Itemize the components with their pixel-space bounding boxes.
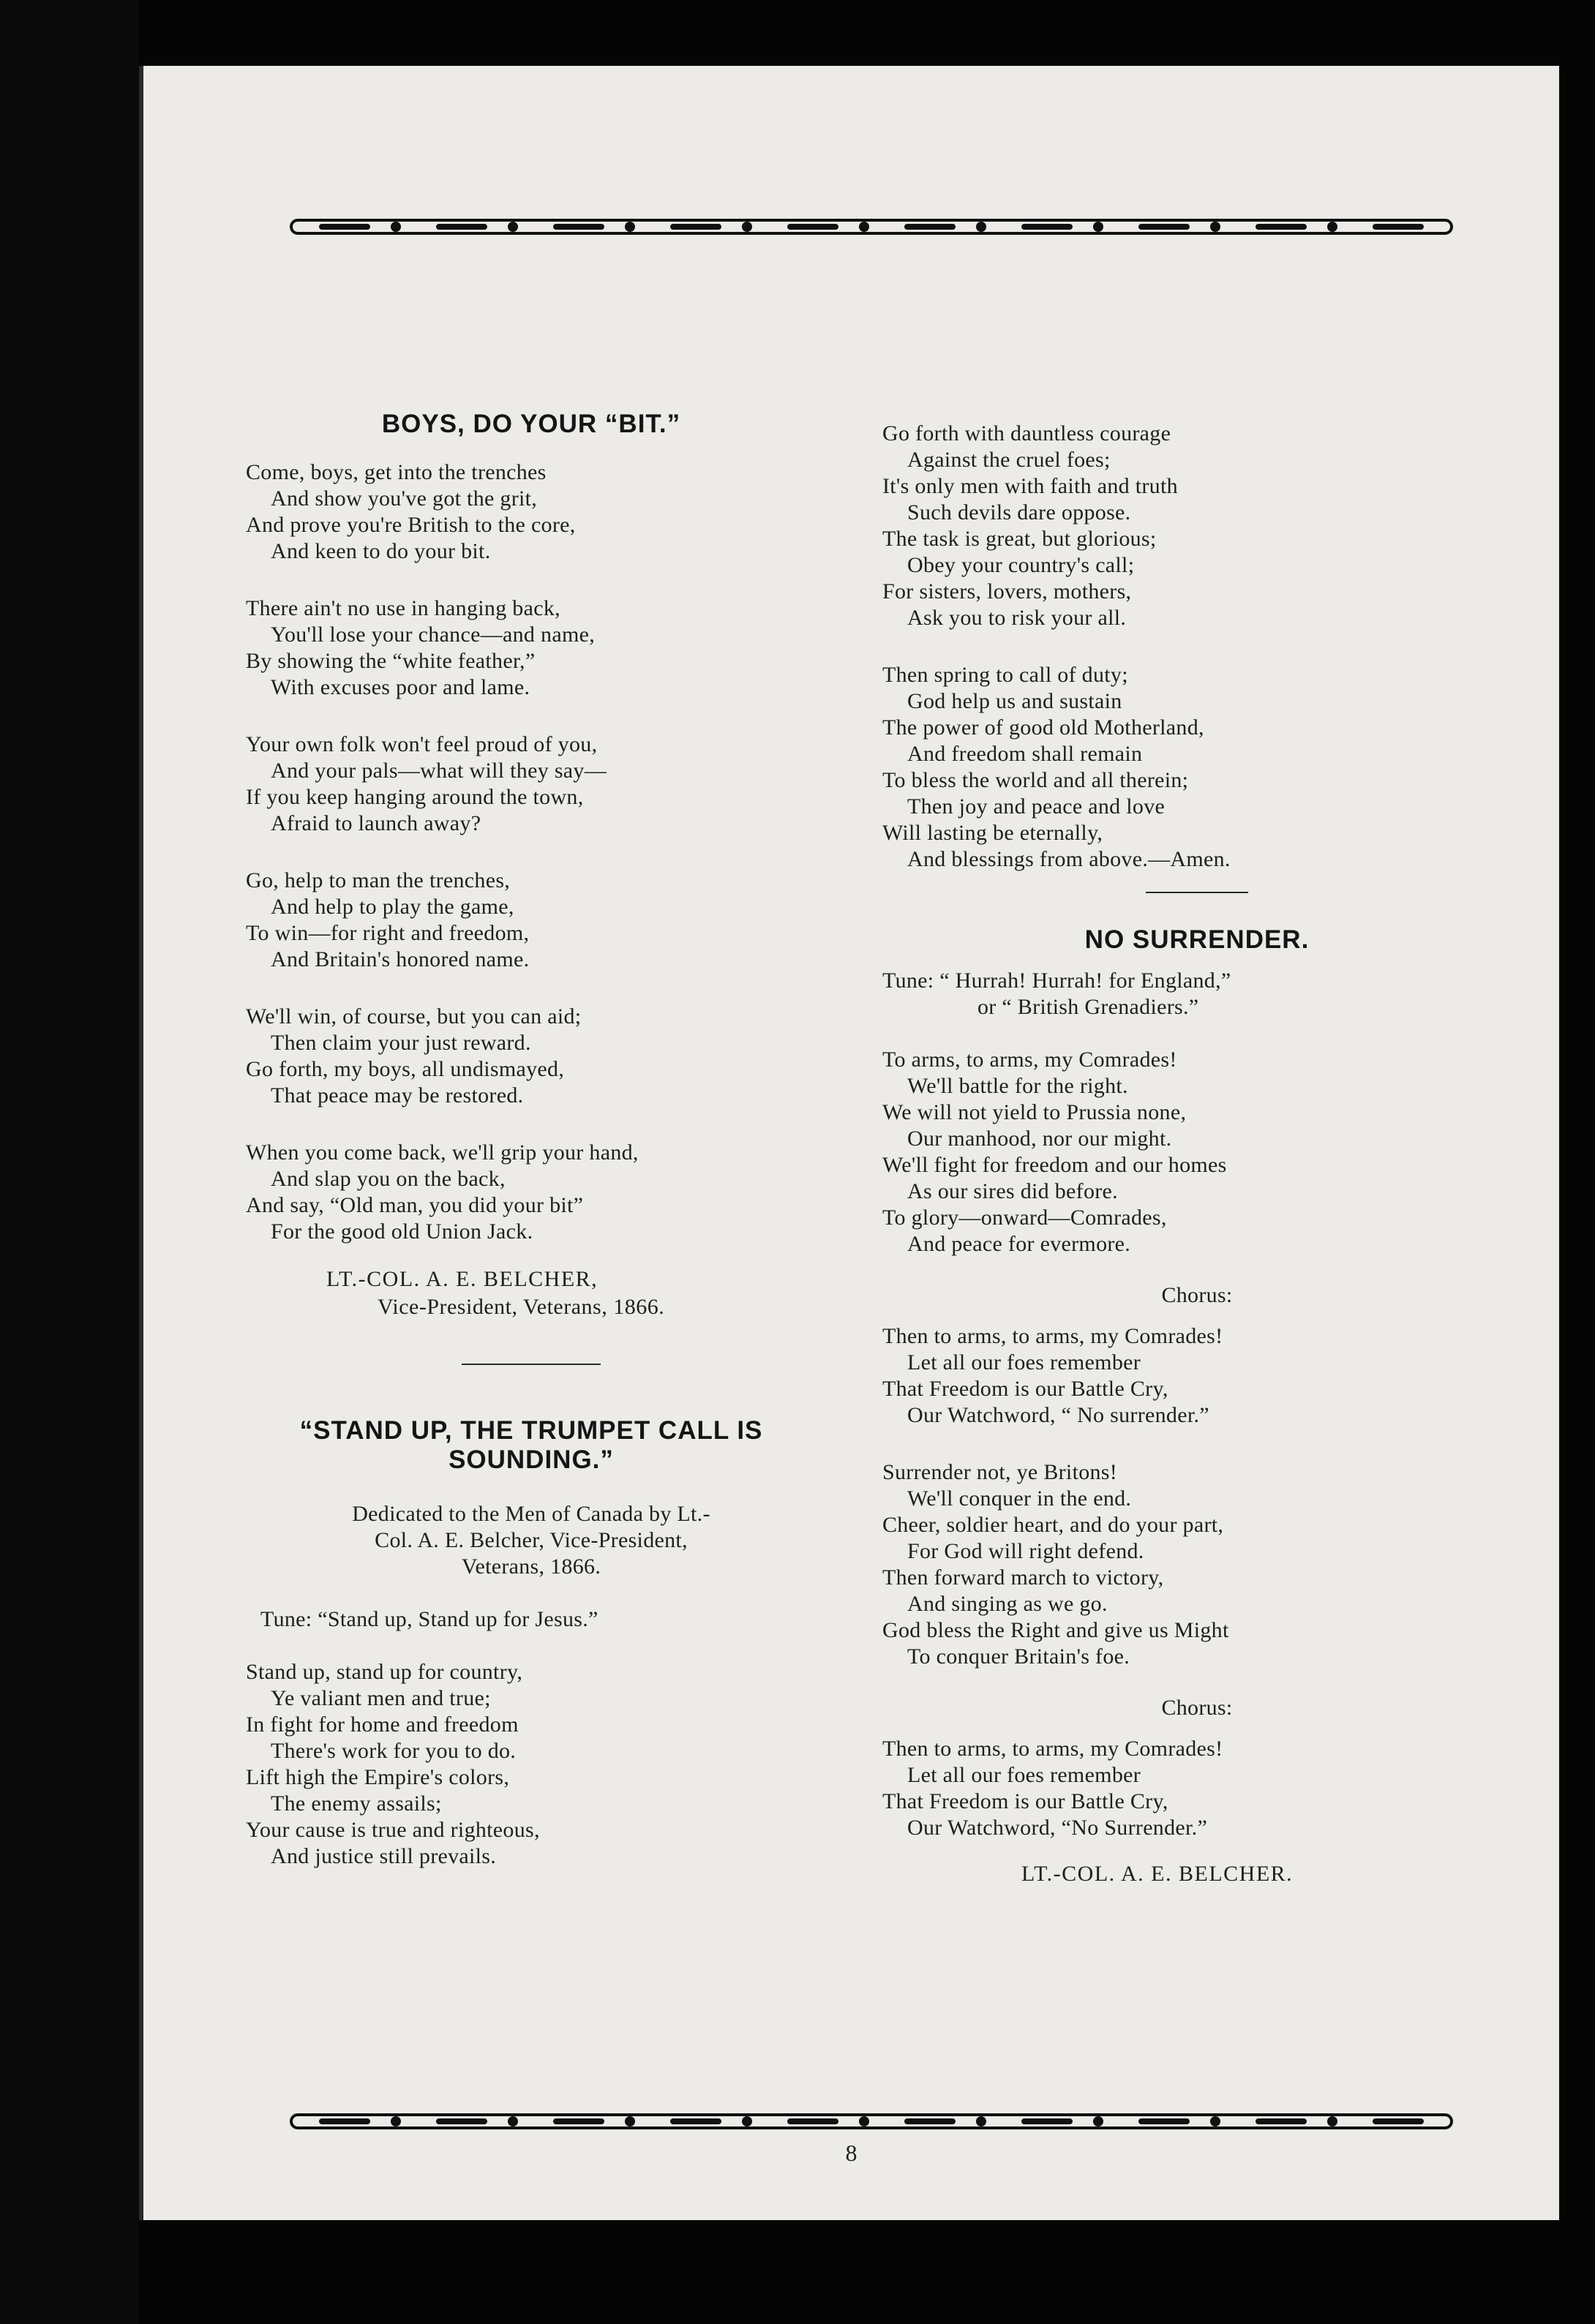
poem1-stanza-2 [246, 595, 817, 701]
poem3-tune-line1: Tune: “ Hurrah! Hurrah! for England,” [882, 969, 1231, 993]
verse-line: We'll win, of course, but you can aid; [246, 1004, 582, 1028]
poem1-stanza-3 [246, 732, 817, 837]
verse-line: Go forth, my boys, all undismayed, [246, 1057, 565, 1081]
verse-line: Cheer, soldier heart, and do your part, [882, 1513, 1224, 1537]
verse-line: Will lasting be eternally, [882, 821, 1103, 845]
verse-line: And show you've got the grit, [271, 486, 538, 511]
poem2-stanza-2 [882, 421, 1512, 631]
verse-line: The task is great, but glorious; [882, 527, 1157, 551]
verse-line: Your cause is true and righteous, [246, 1818, 540, 1842]
verse-line: God help us and sustain [907, 689, 1122, 713]
verse-line: There ain't no use in hanging back, [246, 596, 560, 620]
verse-line: Ask you to risk your all. [907, 606, 1127, 630]
chain-ornament-graphic [290, 216, 1453, 238]
verse-line: To win—for right and freedom, [246, 921, 530, 945]
verse-line: When you come back, we'll grip your hand, [246, 1140, 639, 1165]
verse-line: To glory—onward—Comrades, [882, 1206, 1167, 1230]
verse-line: We will not yield to Prussia none, [882, 1100, 1187, 1124]
verse-line: Obey your country's call; [907, 553, 1135, 577]
verse-line: Let all our foes remember [907, 1763, 1141, 1787]
verse-line: Stand up, stand up for country, [246, 1660, 523, 1684]
verse-line: And prove you're British to the core, [246, 513, 576, 537]
verse-line: Ye valiant men and true; [271, 1686, 491, 1710]
verse-line: As our sires did before. [907, 1179, 1118, 1203]
verse-line: Then to arms, to arms, my Comrades! [882, 1324, 1223, 1348]
verse-line: There's work for you to do. [271, 1739, 517, 1763]
verse-line: Go forth with dauntless courage [882, 421, 1171, 445]
verse-line: You'll lose your chance—and name, [271, 623, 595, 647]
poem2-tune: Tune: “Stand up, Stand up for Jesus.” [260, 1607, 598, 1631]
verse-line: And help to play the game, [271, 895, 514, 919]
poem1-author: LT.-COL. A. E. BELCHER, [326, 1267, 598, 1291]
verse-line: That Freedom is our Battle Cry, [882, 1377, 1168, 1401]
verse-line: For God will right defend. [907, 1539, 1144, 1563]
verse-line: Go, help to man the trenches, [246, 868, 511, 892]
poem3-author: LT.-COL. A. E. BELCHER. [1021, 1862, 1294, 1886]
poem2-title-line2: SOUNDING.” [449, 1445, 614, 1474]
verse-line: The enemy assails; [271, 1791, 442, 1816]
verse-line: Afraid to launch away? [271, 811, 481, 835]
poem3-chorus-1 [882, 1323, 1512, 1429]
verse-line: And say, “Old man, you did your bit” [246, 1193, 584, 1217]
verse-line: And singing as we go. [907, 1592, 1108, 1616]
verse-line: Lift high the Empire's colors, [246, 1765, 510, 1789]
poem2-dedication-line1: Dedicated to the Men of Canada by Lt.- [352, 1502, 710, 1526]
right-column [882, 421, 1512, 1888]
poem1-stanza-6 [246, 1140, 817, 1245]
verse-line: Your own folk won't feel proud of you, [246, 732, 598, 756]
poem2-dedication-line2: Col. A. E. Belcher, Vice-President, [375, 1528, 688, 1552]
verse-line: With excuses poor and lame. [271, 675, 530, 699]
verse-line: Our manhood, nor our might. [907, 1127, 1172, 1151]
chorus-label: Chorus: [1161, 1283, 1233, 1307]
verse-line: Our Watchword, “ No surrender.” [907, 1403, 1209, 1427]
verse-line: God bless the Right and give us Might [882, 1618, 1229, 1642]
poem2-stanza-1 [246, 1659, 817, 1870]
poem1-stanza-5 [246, 1004, 817, 1109]
poem1-stanza-1 [246, 459, 817, 565]
poem3-tune-line2: or “ British Grenadiers.” [977, 995, 1199, 1019]
poem2-dedication-line3: Veterans, 1866. [461, 1554, 601, 1579]
verse-line: We'll fight for freedom and our homes [882, 1153, 1227, 1177]
verse-line: And blessings from above.—Amen. [907, 847, 1231, 871]
poem1-title: BOYS, DO YOUR “BIT.” [381, 410, 681, 438]
verse-line: That Freedom is our Battle Cry, [882, 1789, 1168, 1813]
verse-line: Such devils dare oppose. [907, 500, 1131, 524]
left-column [246, 410, 817, 1900]
verse-line: That peace may be restored. [271, 1083, 524, 1108]
verse-line: Then joy and peace and love [907, 794, 1166, 819]
booklet-page [139, 66, 1559, 2220]
verse-line: Then spring to call of duty; [882, 663, 1128, 687]
verse-line: If you keep hanging around the town, [246, 785, 584, 809]
page-number: 8 [845, 2140, 857, 2166]
poem1-author-title: Vice-President, Veterans, 1866. [378, 1295, 665, 1319]
verse-line: And freedom shall remain [907, 742, 1143, 766]
verse-line: And keen to do your bit. [271, 539, 491, 563]
verse-line: For sisters, lovers, mothers, [882, 579, 1132, 603]
poem3-stanza-2 [882, 1459, 1512, 1670]
verse-line: It's only men with faith and truth [882, 474, 1178, 498]
chorus-label: Chorus: [1161, 1696, 1233, 1720]
verse-line: And justice still prevails. [271, 1844, 497, 1868]
bottom-chain-ornament [290, 2110, 1453, 2132]
verse-line: Our Watchword, “No Surrender.” [907, 1816, 1208, 1840]
verse-line: In fight for home and freedom [246, 1712, 519, 1737]
verse-line: To bless the world and all therein; [882, 768, 1189, 792]
chain-ornament-graphic [290, 2110, 1453, 2132]
verse-line: And slap you on the back, [271, 1167, 506, 1191]
verse-line: Then to arms, to arms, my Comrades! [882, 1737, 1223, 1761]
verse-line: Against the cruel foes; [907, 448, 1111, 472]
verse-line: We'll battle for the right. [907, 1074, 1128, 1098]
poem2-title-line1: “STAND UP, THE TRUMPET CALL IS [299, 1416, 763, 1445]
verse-line: Come, boys, get into the trenches [246, 460, 547, 484]
verse-line: And Britain's honored name. [271, 947, 530, 971]
verse-line: To conquer Britain's foe. [907, 1644, 1130, 1669]
verse-line: For the good old Union Jack. [271, 1219, 533, 1244]
section-divider [462, 1364, 601, 1365]
poem1-stanza-4 [246, 868, 817, 973]
poem3-stanza-1 [882, 1047, 1512, 1257]
verse-line: Then claim your just reward. [271, 1031, 531, 1055]
section-divider [1146, 892, 1248, 893]
verse-line: And peace for evermore. [907, 1232, 1131, 1256]
poem2-stanza-3 [882, 662, 1512, 873]
verse-line: Surrender not, ye Britons! [882, 1460, 1118, 1484]
verse-line: By showing the “white feather,” [246, 649, 536, 673]
verse-line: We'll conquer in the end. [907, 1486, 1132, 1511]
verse-line: To arms, to arms, my Comrades! [882, 1048, 1177, 1072]
top-chain-ornament [290, 216, 1453, 238]
verse-line: Let all our foes remember [907, 1350, 1141, 1375]
poem3-chorus-2 [882, 1736, 1512, 1841]
poem3-title: NO SURRENDER. [1084, 925, 1310, 954]
scan-border [0, 0, 139, 2324]
verse-line: Then forward march to victory, [882, 1565, 1164, 1590]
verse-line: And your pals—what will they say— [271, 759, 607, 783]
verse-line: The power of good old Motherland, [882, 715, 1204, 740]
